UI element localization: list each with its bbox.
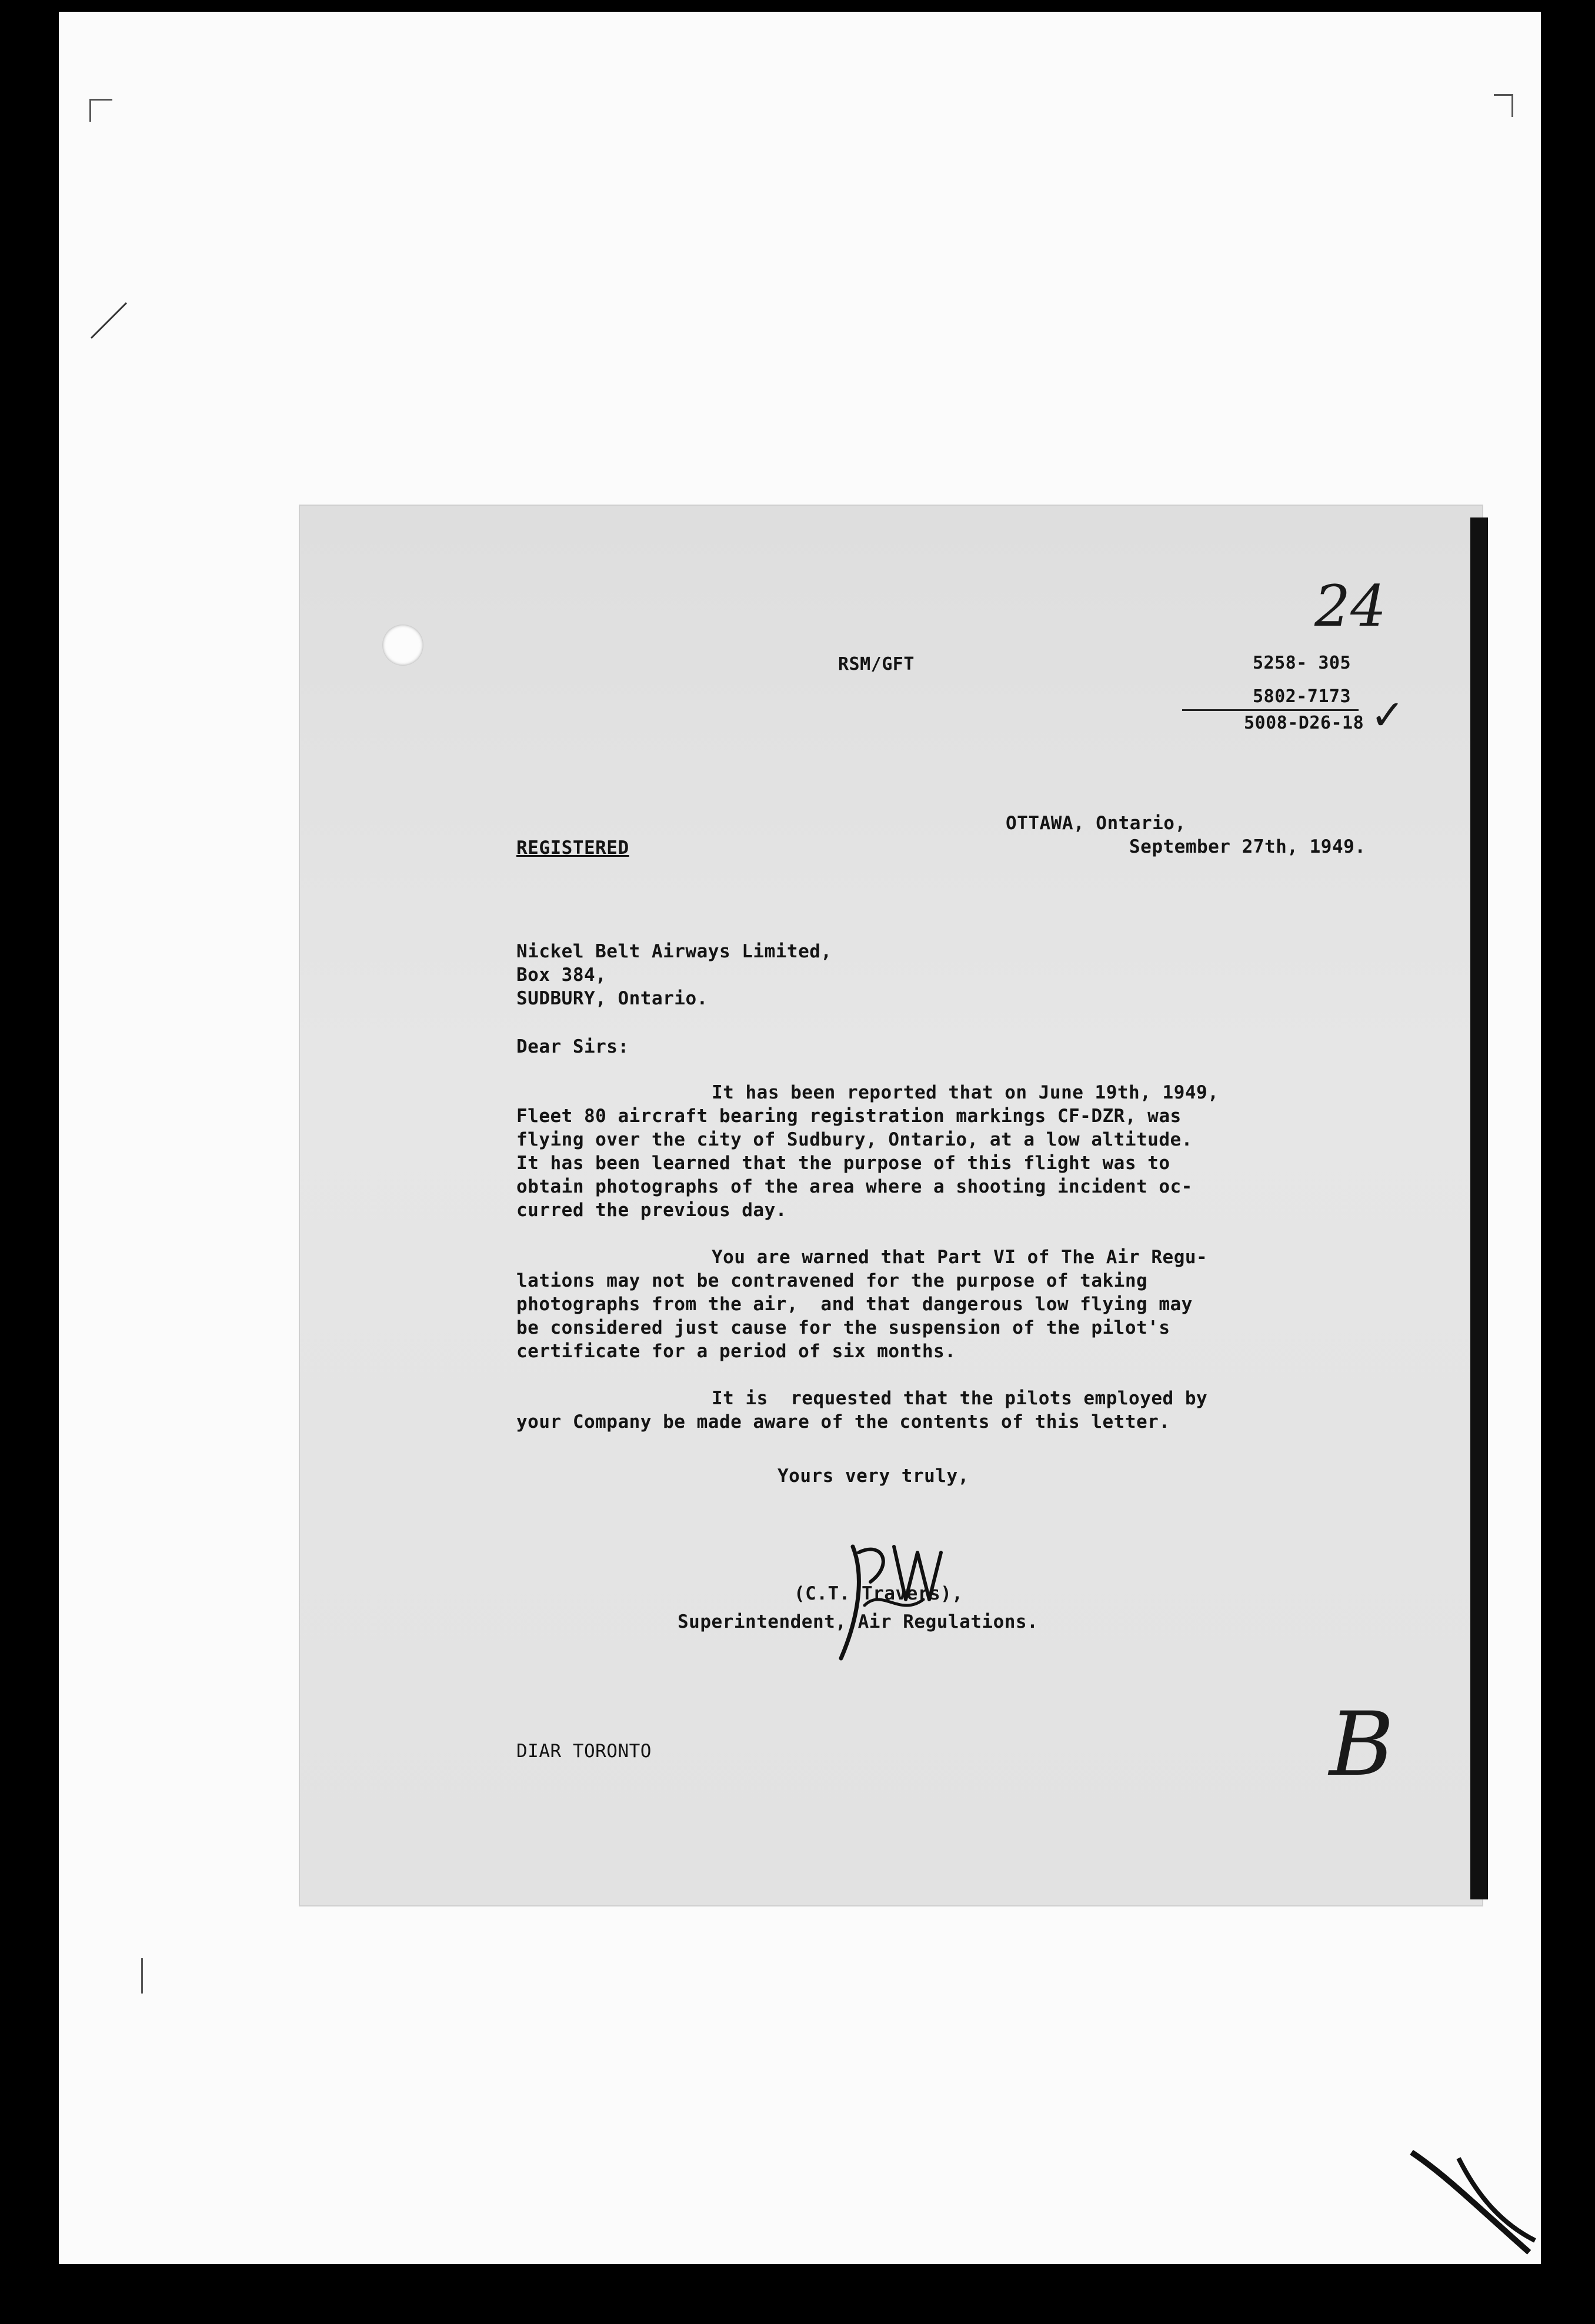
handwritten-signature [829,1529,982,1670]
paragraph-3-line-2: your Company be made aware of the contents of this letter. [516,1411,1170,1433]
registered-label: REGISTERED [516,837,629,859]
letter-city: OTTAWA, Ontario, [1006,813,1186,834]
paragraph-1-line-6: curred the previous day. [516,1200,787,1221]
crop-mark-bottom-left [141,1958,161,1994]
letter-date: September 27th, 1949. [1129,836,1366,857]
handwritten-mark: B [1329,1694,1394,1796]
file-number-3: 5008-D26-18 [1244,713,1364,733]
addressee-line-3: SUDBURY, Ontario. [516,988,708,1009]
sheet-shadow-edge [1470,517,1488,1899]
file-number-rule [1182,709,1359,711]
salutation: Dear Sirs: [516,1036,629,1057]
paragraph-2-line-1: You are warned that Part VI of The Air Regu- [712,1247,1208,1268]
reference-initials: RSM/GFT [838,654,915,675]
paragraph-2-line-2: lations may not be contravened for the purpose of taking [516,1270,1148,1291]
closing: Yours very truly, [778,1465,969,1487]
addressee-line-2: Box 384, [516,964,607,986]
file-number-2: 5802-7173 [1253,686,1352,707]
paragraph-2-line-3: photographs from the air, and that dangerous low flying may [516,1294,1193,1315]
check-mark: ✓ [1370,691,1405,739]
paragraph-3-line-1: It is requested that the pilots employed by [712,1388,1208,1409]
copy-to: DIAR TORONTO [516,1741,652,1762]
paragraph-2-line-4: be considered just cause for the suspension of the pilot's [516,1317,1170,1338]
file-number-1: 5258- 305 [1253,653,1352,673]
crop-mark-top-right [1494,94,1513,117]
paragraph-1-line-4: It has been learned that the purpose of this flight was to [516,1153,1170,1174]
addressee-line-1: Nickel Belt Airways Limited, [516,941,832,962]
signature-name: (C.T. Travers), [794,1583,963,1604]
paragraph-1-line-1: It has been reported that on June 19th, 1949, [712,1082,1219,1103]
film-scratch-bottom-right [1400,2141,1541,2258]
paragraph-1-line-2: Fleet 80 aircraft bearing registration markings CF-DZR, was [516,1106,1182,1127]
paragraph-1-line-3: flying over the city of Sudbury, Ontario, at a low altitude. [516,1129,1193,1150]
paragraph-2-line-5: certificate for a period of six months. [516,1341,956,1362]
paragraph-1-line-5: obtain photographs of the area where a shooting incident oc- [516,1176,1193,1197]
handwritten-page-number: 24 [1314,573,1387,639]
film-scratch-left [88,300,129,341]
crop-mark-top-left [89,99,112,122]
signature-title: Superintendent, Air Regulations. [678,1611,1039,1632]
punch-hole [382,625,423,666]
